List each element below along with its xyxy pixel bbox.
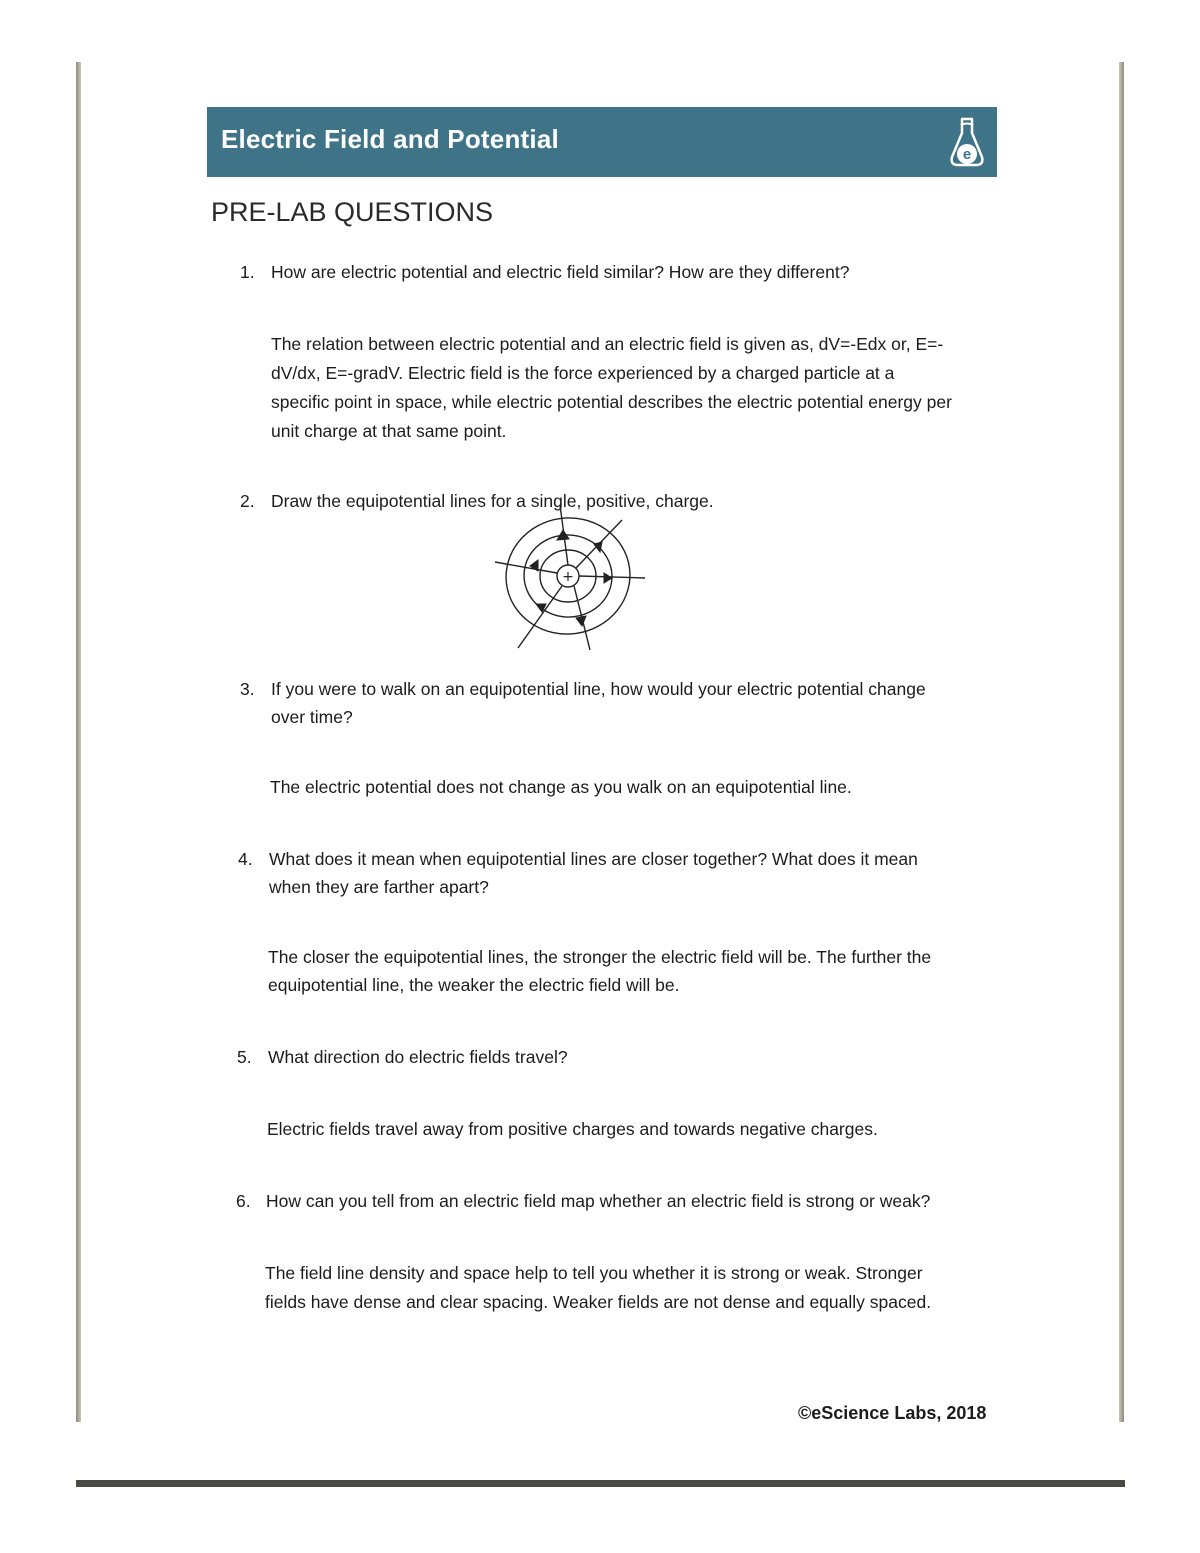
question-text: If you were to walk on an equipotential line, how would your electric potential change [271, 679, 926, 699]
question-number: 6. [236, 1191, 251, 1211]
question-text: over time? [271, 707, 353, 727]
title-banner [207, 107, 997, 177]
question-number: 3. [240, 679, 255, 699]
question-text: Draw the equipotential lines for a single, positive, charge. [271, 491, 714, 511]
answer-line: fields have dense and clear spacing. Weaker fields are not dense and equally spaced. [265, 1292, 932, 1312]
section-heading: PRE-LAB QUESTIONS [211, 197, 494, 227]
question-number: 1. [240, 262, 255, 282]
equipotential-sketch [490, 500, 650, 655]
answer-line: The relation between electric potential and an electric field is given as, dV=-Edx or, E=- [271, 334, 944, 354]
answer-line: specific point in space, while electric potential describes the electric potential energy per [271, 392, 952, 412]
answer-line: The closer the equipotential lines, the stronger the electric field will be. The further the [268, 947, 932, 967]
paper-left-edge [76, 62, 81, 1422]
paper-bottom-edge [76, 1480, 1125, 1487]
answer-line: unit charge at that same point. [271, 421, 507, 441]
flask-e-icon [947, 115, 987, 171]
answer-line: The electric potential does not change as you walk on an equipotential line. [270, 777, 852, 797]
answer-line: Electric fields travel away from positive charges and towards negative charges. [267, 1119, 878, 1139]
svg-text:e: e [962, 146, 972, 163]
answer-line: equipotential line, the weaker the electric field will be. [268, 975, 680, 995]
question-number: 5. [237, 1047, 252, 1067]
question-number: 4. [238, 849, 253, 869]
charge-label: + [562, 569, 574, 585]
question-text: What direction do electric fields travel? [268, 1047, 568, 1067]
question-text: How can you tell from an electric field map whether an electric field is strong or weak? [266, 1191, 931, 1211]
copyright-footer: ©eScience Labs, 2018 [798, 1403, 987, 1423]
question-text: How are electric potential and electric field similar? How are they different? [271, 262, 850, 282]
question-text: What does it mean when equipotential lines are closer together? What does it mean [269, 849, 918, 869]
page-title: Electric Field and Potential [221, 124, 559, 154]
paper-right-edge [1119, 62, 1124, 1422]
question-number: 2. [240, 491, 255, 511]
question-text: when they are farther apart? [269, 877, 489, 897]
answer-line: The field line density and space help to tell you whether it is strong or weak. Stronger [265, 1263, 923, 1283]
answer-line: dV/dx, E=-gradV. Electric field is the force experienced by a charged particle at a [271, 363, 895, 383]
